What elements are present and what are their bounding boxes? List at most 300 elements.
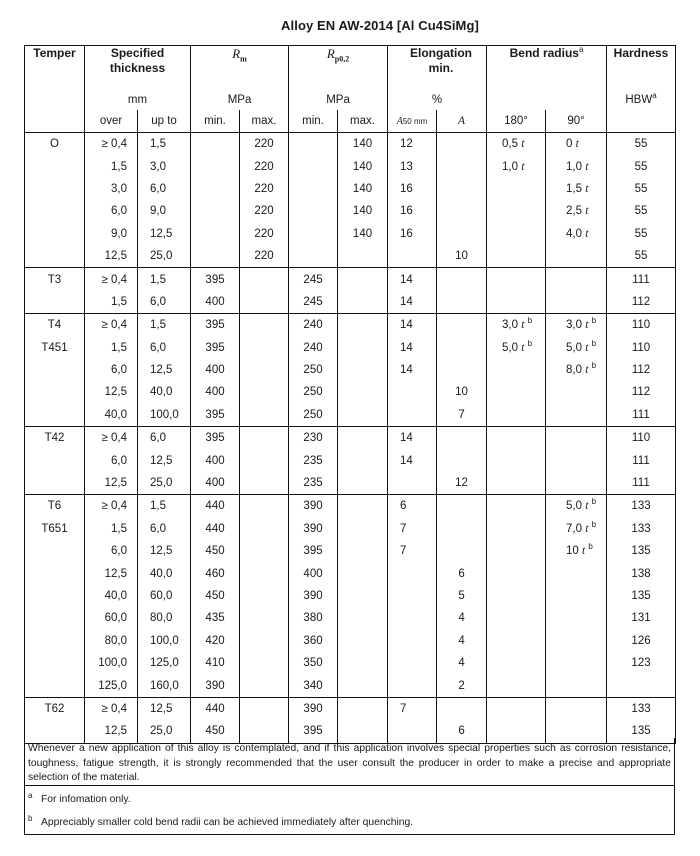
thickness-over: 1,5 xyxy=(85,337,138,359)
hardness-hbw: 55 xyxy=(607,245,676,268)
col-rp-max: max. xyxy=(338,110,388,133)
thickness-over: 100,0 xyxy=(85,652,138,674)
rm-min: 420 xyxy=(191,630,240,652)
elongation-a: 4 xyxy=(437,630,487,652)
rm-max xyxy=(240,427,289,450)
bend-radius-180 xyxy=(487,223,546,245)
rm-max xyxy=(240,585,289,607)
hardness-hbw: 111 xyxy=(607,449,676,471)
hardness-hbw xyxy=(607,674,676,697)
rm-max: 220 xyxy=(240,178,289,200)
rm-min: 450 xyxy=(191,540,240,562)
bend-radius-180 xyxy=(487,427,546,450)
hardness-hbw: 112 xyxy=(607,291,676,314)
col-a50: A50 mm xyxy=(388,110,437,133)
hardness-hbw: 135 xyxy=(607,720,676,743)
thickness-over: 40,0 xyxy=(85,404,138,427)
rm-max xyxy=(240,674,289,697)
hardness-hbw: 55 xyxy=(607,133,676,156)
elongation-a xyxy=(437,518,487,540)
rp-max xyxy=(338,268,388,291)
thickness-upto: 1,5 xyxy=(138,133,191,156)
thickness-upto: 12,5 xyxy=(138,449,191,471)
rp-min xyxy=(289,223,338,245)
bend-radius-180 xyxy=(487,607,546,629)
rm-min xyxy=(191,223,240,245)
thickness-over: ≥ 0,4 xyxy=(85,697,138,720)
elongation-a50 xyxy=(388,245,437,268)
rp-max xyxy=(338,562,388,584)
elongation-a xyxy=(437,540,487,562)
bend-radius-180: 1,0 t xyxy=(487,155,546,177)
thickness-upto: 40,0 xyxy=(138,381,191,403)
bend-radius-90 xyxy=(546,245,607,268)
rm-max xyxy=(240,652,289,674)
rm-max: 220 xyxy=(240,155,289,177)
hardness-hbw: 135 xyxy=(607,585,676,607)
hardness-hbw: 110 xyxy=(607,427,676,450)
thickness-over: ≥ 0,4 xyxy=(85,268,138,291)
rp-min xyxy=(289,178,338,200)
elongation-a50: 7 xyxy=(388,697,437,720)
elongation-a50: 13 xyxy=(388,155,437,177)
bend-radius-90: 2,5 t xyxy=(546,200,607,222)
temper-cell xyxy=(25,200,85,222)
hardness-hbw: 131 xyxy=(607,607,676,629)
elongation-a xyxy=(437,314,487,337)
thickness-over: 12,5 xyxy=(85,472,138,495)
thickness-over: ≥ 0,4 xyxy=(85,495,138,518)
elongation-a xyxy=(437,178,487,200)
rm-max xyxy=(240,337,289,359)
header-elongation: Elongation min. xyxy=(388,46,487,91)
elongation-a50 xyxy=(388,404,437,427)
rm-max xyxy=(240,607,289,629)
elongation-a50: 7 xyxy=(388,518,437,540)
rm-max xyxy=(240,359,289,381)
thickness-upto: 12,5 xyxy=(138,223,191,245)
bend-radius-180 xyxy=(487,562,546,584)
rm-unit: MPa xyxy=(191,90,289,110)
elongation-a: 4 xyxy=(437,607,487,629)
elongation-a50: 14 xyxy=(388,337,437,359)
elongation-a50: 14 xyxy=(388,291,437,314)
rp-max xyxy=(338,404,388,427)
thickness-over: 12,5 xyxy=(85,562,138,584)
thickness-upto: 80,0 xyxy=(138,607,191,629)
rm-min xyxy=(191,155,240,177)
rm-max xyxy=(240,697,289,720)
hardness-hbw: 133 xyxy=(607,495,676,518)
thickness-over: 6,0 xyxy=(85,200,138,222)
elongation-a: 10 xyxy=(437,245,487,268)
rm-min xyxy=(191,133,240,156)
table-row xyxy=(25,585,676,607)
table-row xyxy=(25,607,676,629)
hardness-hbw: 112 xyxy=(607,359,676,381)
temper-cell xyxy=(25,472,85,495)
elongation-a50 xyxy=(388,562,437,584)
rp-max: 140 xyxy=(338,223,388,245)
thickness-over: 6,0 xyxy=(85,359,138,381)
rp-min: 340 xyxy=(289,674,338,697)
thickness-over: ≥ 0,4 xyxy=(85,427,138,450)
rm-min: 395 xyxy=(191,337,240,359)
bend-radius-180 xyxy=(487,540,546,562)
thickness-upto: 160,0 xyxy=(138,674,191,697)
bend-radius-90: 7,0 t $^b$ xyxy=(546,518,607,540)
thickness-upto: 12,5 xyxy=(138,540,191,562)
bend-radius-90: 1,5 t xyxy=(546,178,607,200)
notes-paragraph: Whenever a new application of this alloy is contemplated, and if this application involves special properties such as corrosion resistance, toughness, fatigue strength, it is strongly recommended that the user consult the producer in order to make a precise and appropriate selection of the material. xyxy=(25,738,674,786)
hardness-hbw: 55 xyxy=(607,200,676,222)
rm-min: 395 xyxy=(191,427,240,450)
hardness-hbw: 55 xyxy=(607,178,676,200)
elongation-a: 4 xyxy=(437,652,487,674)
thickness-over: 6,0 xyxy=(85,540,138,562)
table-row xyxy=(25,155,676,177)
thickness-unit: mm xyxy=(85,90,191,110)
rp-min: 380 xyxy=(289,607,338,629)
thickness-upto: 1,5 xyxy=(138,268,191,291)
bend-radius-180 xyxy=(487,495,546,518)
table-row xyxy=(25,314,676,337)
rm-min: 390 xyxy=(191,674,240,697)
temper-cell: T6 xyxy=(25,495,85,518)
hardness-hbw: 135 xyxy=(607,540,676,562)
elongation-a: 6 xyxy=(437,562,487,584)
bend-radius-90: 1,0 t xyxy=(546,155,607,177)
hardness-hbw: 111 xyxy=(607,472,676,495)
bend-radius-180 xyxy=(487,449,546,471)
temper-cell xyxy=(25,540,85,562)
table-row xyxy=(25,495,676,518)
footnote-b: b Appreciably smaller cold bend radii can be achieved immediately after quenching. xyxy=(28,814,414,828)
thickness-upto: 1,5 xyxy=(138,495,191,518)
thickness-over: 9,0 xyxy=(85,223,138,245)
table-row xyxy=(25,674,676,697)
notes-box xyxy=(24,738,675,835)
rm-max xyxy=(240,495,289,518)
rm-max xyxy=(240,291,289,314)
rm-min: 435 xyxy=(191,607,240,629)
rp-min: 395 xyxy=(289,720,338,743)
elongation-a50: 16 xyxy=(388,223,437,245)
col-rm-max: max. xyxy=(240,110,289,133)
elongation-a50 xyxy=(388,652,437,674)
table-row xyxy=(25,630,676,652)
rm-min: 400 xyxy=(191,359,240,381)
thickness-upto: 125,0 xyxy=(138,652,191,674)
rm-min: 460 xyxy=(191,562,240,584)
rm-min: 440 xyxy=(191,697,240,720)
rp-max xyxy=(338,472,388,495)
elongation-a50 xyxy=(388,674,437,697)
elongation-a: 5 xyxy=(437,585,487,607)
temper-cell xyxy=(25,155,85,177)
rp-max xyxy=(338,630,388,652)
rm-max xyxy=(240,314,289,337)
rm-min: 440 xyxy=(191,518,240,540)
bend-radius-180 xyxy=(487,697,546,720)
elongation-a50: 14 xyxy=(388,427,437,450)
temper-cell xyxy=(25,652,85,674)
bend-radius-180 xyxy=(487,268,546,291)
rm-min: 400 xyxy=(191,291,240,314)
rm-min xyxy=(191,245,240,268)
rm-min xyxy=(191,178,240,200)
bend-radius-180 xyxy=(487,585,546,607)
rm-max xyxy=(240,472,289,495)
rp-max xyxy=(338,337,388,359)
bend-radius-90 xyxy=(546,585,607,607)
table-row xyxy=(25,291,676,314)
thickness-upto: 6,0 xyxy=(138,178,191,200)
bend-radius-90 xyxy=(546,652,607,674)
temper-cell xyxy=(25,607,85,629)
thickness-over: 125,0 xyxy=(85,674,138,697)
hardness-hbw: 133 xyxy=(607,697,676,720)
elongation-a xyxy=(437,223,487,245)
rm-min xyxy=(191,200,240,222)
rp-min: 395 xyxy=(289,540,338,562)
table-row xyxy=(25,562,676,584)
rm-max: 220 xyxy=(240,223,289,245)
rp-min: 235 xyxy=(289,472,338,495)
rp-min: 250 xyxy=(289,404,338,427)
bend-radius-180 xyxy=(487,381,546,403)
bend-radius-90: 5,0 t $^b$ xyxy=(546,495,607,518)
bend-radius-180 xyxy=(487,404,546,427)
rm-min: 400 xyxy=(191,381,240,403)
elongation-a50: 16 xyxy=(388,178,437,200)
table-row xyxy=(25,178,676,200)
thickness-over: 60,0 xyxy=(85,607,138,629)
elongation-a: 12 xyxy=(437,472,487,495)
thickness-upto: 6,0 xyxy=(138,291,191,314)
rp-max xyxy=(338,585,388,607)
table-title: Alloy EN AW-2014 [Al Cu4SiMg] xyxy=(281,18,479,33)
elongation-a: 7 xyxy=(437,404,487,427)
elongation-a xyxy=(437,268,487,291)
thickness-upto: 12,5 xyxy=(138,359,191,381)
elongation-a50 xyxy=(388,472,437,495)
rm-max xyxy=(240,268,289,291)
elongation-a50: 14 xyxy=(388,449,437,471)
elongation-a xyxy=(437,337,487,359)
properties-table xyxy=(24,45,676,744)
rp-min xyxy=(289,133,338,156)
elongation-a xyxy=(437,697,487,720)
temper-cell xyxy=(25,381,85,403)
elongation-a50: 14 xyxy=(388,359,437,381)
bend-radius-90 xyxy=(546,674,607,697)
bend-radius-90 xyxy=(546,268,607,291)
rm-max xyxy=(240,562,289,584)
thickness-over: 3,0 xyxy=(85,178,138,200)
bend-radius-90: 0 t xyxy=(546,133,607,156)
thickness-upto: 6,0 xyxy=(138,427,191,450)
thickness-over: 40,0 xyxy=(85,585,138,607)
rm-max: 220 xyxy=(240,200,289,222)
rp-max xyxy=(338,518,388,540)
rp-min: 245 xyxy=(289,291,338,314)
rp-max: 140 xyxy=(338,200,388,222)
thickness-over: 6,0 xyxy=(85,449,138,471)
temper-cell xyxy=(25,178,85,200)
rm-max xyxy=(240,630,289,652)
rm-max xyxy=(240,540,289,562)
temper-cell: T451 xyxy=(25,337,85,359)
elongation-a50 xyxy=(388,381,437,403)
col-bend-90: 90° xyxy=(546,110,607,133)
bend-radius-90 xyxy=(546,630,607,652)
thickness-upto: 25,0 xyxy=(138,472,191,495)
bend-radius-180 xyxy=(487,291,546,314)
bend-radius-90 xyxy=(546,472,607,495)
temper-cell: T4 xyxy=(25,314,85,337)
hardness-hbw: 126 xyxy=(607,630,676,652)
thickness-upto: 100,0 xyxy=(138,404,191,427)
bend-radius-180 xyxy=(487,630,546,652)
bend-radius-180: 3,0 t $^b$ xyxy=(487,314,546,337)
bend-radius-90 xyxy=(546,291,607,314)
table-row xyxy=(25,381,676,403)
temper-cell xyxy=(25,630,85,652)
rm-min: 395 xyxy=(191,314,240,337)
hardness-hbw: 133 xyxy=(607,518,676,540)
rp-min: 240 xyxy=(289,314,338,337)
rp-max xyxy=(338,359,388,381)
hardness-hbw: 55 xyxy=(607,155,676,177)
rp-min: 240 xyxy=(289,337,338,359)
thickness-over: 80,0 xyxy=(85,630,138,652)
rp-min: 250 xyxy=(289,381,338,403)
rm-min: 400 xyxy=(191,472,240,495)
elongation-a xyxy=(437,291,487,314)
thickness-upto: 100,0 xyxy=(138,630,191,652)
temper-cell xyxy=(25,674,85,697)
rp-min: 245 xyxy=(289,268,338,291)
bend-radius-90 xyxy=(546,381,607,403)
thickness-upto: 6,0 xyxy=(138,518,191,540)
bend-radius-90: 5,0 t $^b$ xyxy=(546,337,607,359)
temper-cell: T651 xyxy=(25,518,85,540)
elongation-a50: 6 xyxy=(388,495,437,518)
elongation-a xyxy=(437,200,487,222)
thickness-over: 12,5 xyxy=(85,381,138,403)
table-row xyxy=(25,268,676,291)
bend-radius-90: 10 t $^b$ xyxy=(546,540,607,562)
thickness-over: 1,5 xyxy=(85,291,138,314)
thickness-over: 12,5 xyxy=(85,245,138,268)
bend-radius-180 xyxy=(487,178,546,200)
temper-cell: T3 xyxy=(25,268,85,291)
bend-radius-90 xyxy=(546,404,607,427)
hardness-hbw: 111 xyxy=(607,268,676,291)
rp-min: 235 xyxy=(289,449,338,471)
table-row xyxy=(25,697,676,720)
rp-min xyxy=(289,200,338,222)
elongation-a50 xyxy=(388,607,437,629)
elongation-a xyxy=(437,449,487,471)
rp-max xyxy=(338,652,388,674)
bend-radius-90: 4,0 t xyxy=(546,223,607,245)
table-row xyxy=(25,449,676,471)
bend-radius-180 xyxy=(487,674,546,697)
bend-radius-180: 0,5 t xyxy=(487,133,546,156)
elongation-a50 xyxy=(388,585,437,607)
footnote-a: a For infomation only. xyxy=(28,791,131,805)
col-upto: up to xyxy=(138,110,191,133)
thickness-upto: 3,0 xyxy=(138,155,191,177)
rp-max xyxy=(338,245,388,268)
table-row xyxy=(25,223,676,245)
rp-min: 230 xyxy=(289,427,338,450)
elongation-a xyxy=(437,155,487,177)
rp-min: 350 xyxy=(289,652,338,674)
rp-unit: MPa xyxy=(289,90,388,110)
rp-max xyxy=(338,381,388,403)
thickness-upto: 25,0 xyxy=(138,245,191,268)
rp-max: 140 xyxy=(338,133,388,156)
rm-max xyxy=(240,518,289,540)
rp-max xyxy=(338,291,388,314)
elongation-a: 2 xyxy=(437,674,487,697)
hardness-hbw: 138 xyxy=(607,562,676,584)
rm-min: 410 xyxy=(191,652,240,674)
rp-min: 400 xyxy=(289,562,338,584)
thickness-upto: 9,0 xyxy=(138,200,191,222)
rp-max: 140 xyxy=(338,178,388,200)
table-row xyxy=(25,337,676,359)
bend-radius-90 xyxy=(546,562,607,584)
bend-radius-90: 3,0 t $^b$ xyxy=(546,314,607,337)
header-rp02: $R_{p0,2}$ xyxy=(289,46,388,91)
elongation-a50: 16 xyxy=(388,200,437,222)
rm-max: 220 xyxy=(240,133,289,156)
rm-max xyxy=(240,449,289,471)
table-row xyxy=(25,359,676,381)
rp-min: 390 xyxy=(289,518,338,540)
temper-cell xyxy=(25,291,85,314)
rm-min: 450 xyxy=(191,585,240,607)
table-row xyxy=(25,540,676,562)
temper-cell xyxy=(25,223,85,245)
elongation-a: 6 xyxy=(437,720,487,743)
thickness-over: 1,5 xyxy=(85,518,138,540)
bend-radius-180 xyxy=(487,245,546,268)
temper-cell: T62 xyxy=(25,697,85,720)
thickness-upto: 60,0 xyxy=(138,585,191,607)
elongation-a xyxy=(437,359,487,381)
rp-max xyxy=(338,427,388,450)
hardness-hbw: 112 xyxy=(607,381,676,403)
rp-min: 250 xyxy=(289,359,338,381)
rm-max xyxy=(240,381,289,403)
table-row xyxy=(25,245,676,268)
temper-cell xyxy=(25,245,85,268)
thickness-over: 1,5 xyxy=(85,155,138,177)
header-hardness: Hardness xyxy=(607,46,676,91)
bend-radius-180 xyxy=(487,472,546,495)
bend-radius-180: 5,0 t $^b$ xyxy=(487,337,546,359)
rp-max xyxy=(338,540,388,562)
hardness-hbw: 123 xyxy=(607,652,676,674)
thickness-upto: 1,5 xyxy=(138,314,191,337)
rp-min xyxy=(289,155,338,177)
table-row xyxy=(25,518,676,540)
